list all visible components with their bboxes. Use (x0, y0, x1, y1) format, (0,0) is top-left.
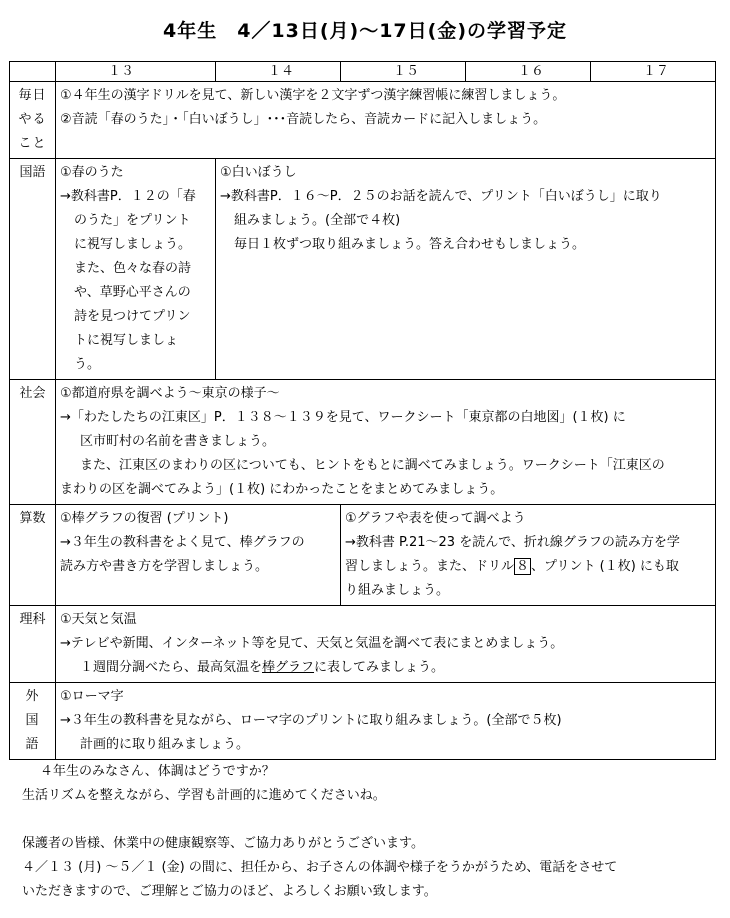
content-line: や、草野心平さんの (74, 285, 191, 300)
content-line: ①グラフや表を使って調べよう (345, 511, 526, 526)
content-line: 毎日１枚ずつ取り組みましょう。答え合わせもしましょう。 (234, 237, 586, 252)
subject-label-line: やる (18, 112, 47, 127)
content-line: 区市町村の名前を書きましょう。 (80, 434, 276, 449)
content-line: →「わたしたちの江東区」P．１３８～１３９を見て、ワークシート「東京都の白地図」(１枚) に (60, 410, 626, 425)
row-rika (10, 606, 716, 683)
footer-message (22, 760, 712, 904)
content-text: 習しましょう。また、ドリル (345, 559, 515, 574)
content-line: ②音読「春のうた」・「白いぼうし」･･･音読したら、音読カードに記入しましょう。 (60, 112, 547, 127)
content-text: に表してみましょう。 (314, 660, 445, 675)
content-line: ①天気と気温 (60, 612, 137, 627)
content-line: ①棒グラフの復習 (プリント) (60, 511, 229, 526)
content-line: う。 (74, 357, 101, 372)
daily-content (56, 82, 716, 159)
row-shakai (10, 380, 716, 505)
content-line: →３年生の教科書を見ながら、ローマ字のプリントに取り組みましょう。(全部で５枚) (60, 713, 562, 728)
date-header-row (10, 62, 716, 82)
content-line: →教科書P．１２の「春 (60, 189, 196, 204)
sansu-right-content (341, 505, 716, 606)
sansu-left-content (56, 505, 341, 606)
content-line: ①４年生の漢字ドリルを見て、新しい漢字を２文字ずつ漢字練習帳に練習しましょう。 (60, 88, 566, 103)
subject-label-daily (10, 82, 56, 159)
drill-number-box: ８ (516, 559, 530, 574)
footer-line: ４／１３ (月) ～５／１ (金) の間に、担任から、お子さんの体調や様子をうかがうため、電話をさせて (22, 860, 618, 875)
content-line: 計画的に取り組みましょう。 (80, 737, 250, 752)
content-line: のうた」をプリント (74, 213, 191, 228)
content-text: １週間分調べたら、最高気温を (80, 660, 263, 675)
content-line (345, 555, 711, 579)
row-sansu (10, 505, 716, 606)
content-line: ①春のうた (60, 165, 124, 180)
content-line: 読み方や書き方を学習しましょう。 (60, 559, 269, 574)
content-line: ①白いぼうし (220, 165, 297, 180)
subject-label-gaikokugo (10, 683, 56, 760)
date-cell: １３ (56, 62, 216, 82)
subject-label-sansu: 算数 (10, 505, 56, 606)
underlined-text: 棒グラフ (262, 660, 315, 675)
footer-line: 生活リズムを整えながら、学習も計画的に進めてくださいね。 (22, 788, 386, 803)
content-line: また、色々な春の詩 (74, 261, 192, 276)
content-line: に視写しましょう。 (74, 237, 192, 252)
footer-line: 保護者の皆様、休業中の健康観察等、ご協力ありがとうございます。 (22, 836, 424, 851)
subject-label-shakai: 社会 (10, 380, 56, 505)
content-line (60, 656, 711, 680)
shakai-content (56, 380, 716, 505)
footer-line: いただきますので、ご理解とご協力のほど、よろしくお願い致します。 (22, 884, 437, 899)
header-blank-cell (10, 62, 56, 82)
date-cell: １４ (216, 62, 341, 82)
content-text: 、プリント (１枚) にも取 (531, 559, 679, 574)
gaikokugo-content (56, 683, 716, 760)
content-line: ①都道府県を調べよう～東京の様子～ (60, 386, 280, 401)
content-line: まわりの区を調べてみよう」(１枚) にわかったことをまとめてみましょう。 (60, 482, 504, 497)
content-line: →教科書 P.21～23 を読んで、折れ線グラフの読み方を学 (345, 535, 680, 550)
content-line: →テレビや新聞、インターネット等を見て、天気と気温を調べて表にまとめましょう。 (60, 636, 564, 651)
row-kokugo (10, 159, 716, 380)
kokugo-right-content (216, 159, 716, 380)
subject-label-line: 語 (25, 737, 40, 752)
subject-label-line: 毎日 (18, 88, 47, 103)
content-line: り組みましょう。 (345, 583, 450, 598)
page-title: 4年生 4／13日(月)～17日(金)の学習予定 (162, 20, 568, 42)
content-line: →教科書P．１６～P．２５のお話を読んで、プリント「白いぼうし」に取り (220, 189, 662, 204)
rika-content (56, 606, 716, 683)
schedule-table (9, 61, 716, 760)
subject-label-kokugo: 国語 (10, 159, 56, 380)
content-line: 詩を見つけてプリン (74, 309, 191, 324)
subject-label-rika: 理科 (10, 606, 56, 683)
date-cell: １５ (341, 62, 466, 82)
date-cell: １７ (591, 62, 716, 82)
row-gaikokugo (10, 683, 716, 760)
content-line: トに視写しましょ (74, 333, 179, 348)
row-daily (10, 82, 716, 159)
content-line: また、江東区のまわりの区についても、ヒントをもとに調べてみましょう。ワークシート「江東区の (80, 458, 665, 473)
footer-line: ４年生のみなさん、体調はどうですか？ (40, 764, 275, 779)
content-line: →３年生の教科書をよく見て、棒グラフの (60, 535, 305, 550)
subject-label-line: 外 (25, 689, 40, 704)
content-line: 組みましょう。(全部で４枚) (234, 213, 401, 228)
kokugo-left-content (56, 159, 216, 380)
subject-label-line: 国 (25, 713, 40, 728)
footer-spacer (22, 808, 712, 832)
content-line: ①ローマ字 (60, 689, 124, 704)
subject-label-line: こと (18, 136, 47, 151)
date-cell: １６ (466, 62, 591, 82)
